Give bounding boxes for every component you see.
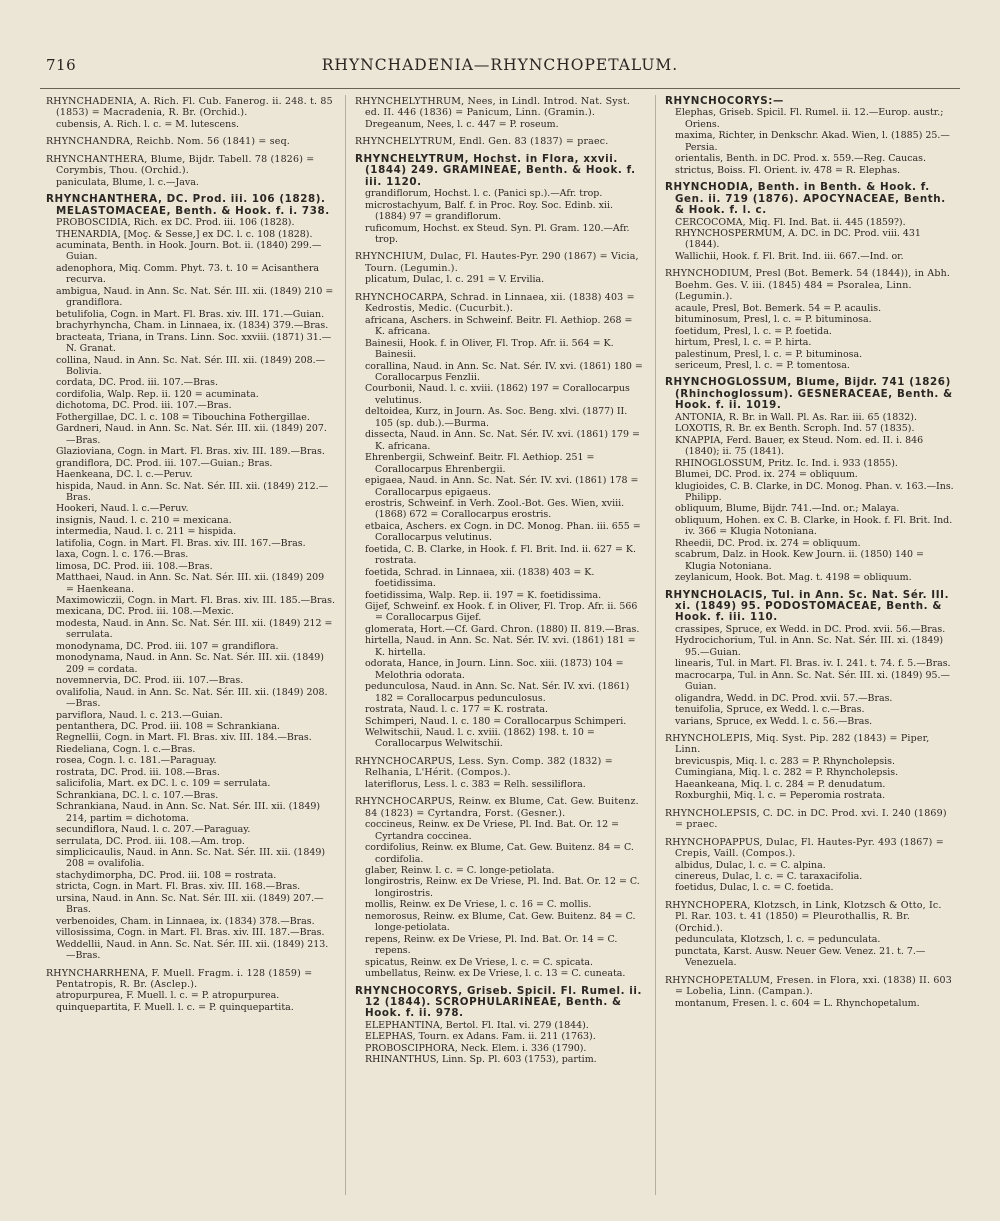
entry-line: Schimperi, Naud. l. c. 180 = Corallocarpus Schimperi. — [365, 715, 627, 727]
entry-line: crassipes, Spruce, ex Wedd. in DC. Prod. xvii. 56.—Bras. — [675, 623, 946, 635]
entry-line: stricta, Cogn. in Mart. Fl. Bras. xiv. III. 168.—Bras. — [56, 881, 301, 893]
entry-line: Hookeri, Naud. l. c.—Peruv. — [56, 503, 189, 515]
entry-heading: RHYNCHOLEPSIS, C. DC. in DC. Prod. xvi. I. 240 (1869) = praec. — [665, 807, 947, 831]
genus-entry — [355, 756, 645, 790]
entry-line: pedunculosa, Naud. in Ann. Sc. Nat. Sér. IV. xvi. (1861) 182 = Corallocarpus pedunculosus. — [365, 681, 630, 704]
entry-line: Haeankeana, Miq. l. c. 284 = P. denudatum. — [675, 778, 886, 790]
column-divider — [345, 95, 346, 1195]
entry-line: parviflora, Naud. l. c. 213.—Guian. — [56, 709, 223, 721]
entry-line: Schrankiana, DC. l. c. 107.—Bras. — [56, 789, 219, 801]
entry-line: ELEPHAS, Tourn. ex Adans. Fam. ii. 211 (1763). — [365, 1031, 596, 1043]
entry-line: brevicuspis, Miq. l. c. 283 = P. Rhyncholepsis. — [675, 755, 895, 767]
entry-line: macrocarpa, Tul. in Ann. Sc. Nat. Sér. III. xi. (1849) 95.—Guian. — [675, 669, 950, 693]
genus-entry — [46, 968, 335, 1014]
genus-entry — [355, 292, 645, 750]
entry-line: acaule, Presl, Bot. Bemerk. 54 = P. acaulis. — [675, 302, 882, 314]
column-2 — [355, 96, 645, 1196]
entry-line: simplicicaulis, Naud. in Ann. Sc. Nat. Sér. III. xii. (1849) 208 = ovalifolia. — [56, 847, 326, 870]
entry-line: betulifolia, Cogn. in Mart. Fl. Bras. xiv. III. 171.—Guian. — [56, 308, 325, 320]
entry-line: zeylanicum, Hook. Bot. Mag. t. 4198 = obliquum. — [675, 572, 912, 584]
entry-line: etbaica, Aschers. ex Cogn. in DC. Monog. Phan. iii. 655 = Corallocarpus velutinus. — [365, 520, 641, 544]
genus-entry — [665, 268, 955, 371]
genus-entry — [665, 900, 955, 969]
genus-entry — [665, 590, 955, 727]
entry-line: limosa, DC. Prod. iii. 108.—Bras. — [56, 560, 213, 572]
genus-entry — [46, 136, 335, 147]
entry-line: palestinum, Presl, l. c. = P. bituminosa. — [675, 348, 863, 360]
genus-entry — [665, 182, 955, 262]
entry-heading: RHYNCHOCORYS:— — [665, 96, 784, 107]
entry-line: adenophora, Miq. Comm. Phyt. 73. t. 10 = Acisanthera recurva. — [56, 262, 320, 286]
column-divider — [655, 95, 656, 1195]
entry-line: Rheedii, DC. Prod. ix. 274 = obliquum. — [675, 537, 861, 549]
genus-entry — [665, 975, 955, 1009]
entry-heading: RHYNCHANDRA, Reichb. Nom. 56 (1841) = seq. — [46, 136, 291, 148]
entry-heading: RHYNCHOPERA, Klotzsch, in Link, Klotzsch & Otto, Ic. Pl. Rar. 103. t. 41 (1850) = Pleurothallis, R. Br. (Orchid.). — [665, 899, 942, 934]
genus-entry — [46, 194, 335, 961]
entry-heading: RHYNCHODIUM, Presl (Bot. Bemerk. 54 (1844)), in Abh. Boehm. Ges. V. iii. (1845) 484 = Psoralea, Linn. (Legumin.). — [665, 268, 951, 303]
entry-line: dichotoma, DC. Prod. iii. 107.—Bras. — [56, 400, 232, 412]
entry-line: Wallichii, Hook. f. Fl. Brit. Ind. iii. 667.—Ind. or. — [675, 250, 904, 262]
entry-line: ambigua, Naud. in Ann. Sc. Nat. Sér. III. xii. (1849) 210 = grandiflora. — [56, 285, 334, 309]
genus-entry — [665, 733, 955, 802]
entry-line: Welwitschii, Naud. l. c. xviii. (1862) 198. t. 10 = Corallocarpus Welwitschii. — [365, 727, 595, 750]
entry-line: CERCOCOMA, Miq. Fl. Ind. Bat. ii. 445 (1859?). — [675, 216, 906, 228]
entry-line: foetidissima, Walp. Rep. ii. 197 = K. foetidissima. — [365, 589, 602, 601]
genus-entry — [665, 808, 955, 831]
entry-heading: RHYNCHOGLOSSUM, Blume, Bijdr. 741 (1826) (Rhinchoglossum). GESNERACEAE, Benth. & Hook. f. ii. 1019. — [665, 376, 953, 412]
entry-heading: RHYNCHELYTHRUM, Nees, in Lindl. Introd. Nat. Syst. ed. II. 446 (1836) = Panicum, Linn. (Gramin.). — [355, 96, 631, 119]
entry-line: THENARDIA, [Moç. & Sesse,] ex DC. l. c. 108 (1828). — [56, 228, 313, 240]
entry-line: nemorosus, Reinw. ex Blume, Cat. Gew. Buitenz. 84 = C. longe-petiolata. — [365, 910, 636, 934]
entry-line: paniculata, Blume, l. c.—Java. — [56, 176, 199, 188]
entry-heading: RHYNCHANTHERA, Blume, Bijdr. Tabell. 78 (1826) = Corymbis, Thou. (Orchid.). — [46, 153, 315, 177]
entry-line: coccineus, Reinw. ex De Vriese, Pl. Ind. Bat. Or. 12 = Cyrtandra coccinea. — [365, 819, 619, 842]
column-1 — [46, 96, 335, 1196]
entry-line: hirtum, Presl, l. c. = P. hirta. — [675, 337, 812, 349]
entry-line: epigaea, Naud. in Ann. Sc. Nat. Sér. IV. xvi. (1861) 178 = Corallocarpus epigaeus. — [365, 475, 639, 498]
genus-entry — [355, 136, 645, 147]
entry-line: Regnellii, Cogn. in Mart. Fl. Bras. xiv. III. 184.—Bras. — [56, 732, 312, 744]
entry-line: collina, Naud. in Ann. Sc. Nat. Sér. III. xii. (1849) 208.—Bolivia. — [56, 354, 326, 377]
entry-line: corallina, Naud. in Ann. Sc. Nat. Sér. IV. xvi. (1861) 180 = Corallocarpus Fenzlii. — [365, 360, 643, 383]
genus-entry — [355, 986, 645, 1066]
entry-line: Riedeliana, Cogn. l. c.—Bras. — [56, 743, 196, 755]
entry-heading: RHYNCHOLEPIS, Miq. Syst. Pip. 282 (1843) = Piper, Linn. — [665, 733, 930, 756]
entry-line: pentanthera, DC. Prod. iii. 108 = Schrankiana. — [56, 721, 280, 733]
entry-line: sericeum, Presl, l. c. = P. tomentosa. — [675, 359, 850, 371]
entry-line: foetidus, Dulac, l. c. = C. foetida. — [675, 882, 834, 894]
entry-line: ANTONIA, R. Br. in Wall. Pl. As. Rar. iii. 65 (1832). — [675, 411, 917, 423]
entry-heading: RHYNCHELYTRUM, Endl. Gen. 83 (1837) = praec. — [355, 136, 609, 148]
entry-line: glaber, Reinw. l. c. = C. longe-petiolata. — [365, 865, 555, 876]
entry-heading: RHYNCHIUM, Dulac, Fl. Hautes-Pyr. 290 (1867) = Vicia, Tourn. (Legumin.). — [355, 251, 639, 274]
entry-line: Schrankiana, Naud. in Ann. Sc. Nat. Sér. III. xii. (1849) 214, partim = dichotoma. — [56, 801, 321, 824]
entry-line: brachyrhyncha, Cham. in Linnaea, ix. (1834) 379.—Bras. — [56, 320, 329, 332]
column-3 — [665, 96, 955, 1196]
entry-line: bracteata, Triana, in Trans. Linn. Soc. xxviii. (1871) 31.—N. Granat. — [56, 331, 332, 355]
entry-heading: RHYNCHADENIA, A. Rich. Fl. Cub. Fanerog. ii. 248. t. 85 (1853) = Macradenia, R. Br. (Orchid.). — [46, 96, 333, 119]
entry-line: punctata, Karst. Ausw. Neuer Gew. Venez. 21. t. 7.—Venezuela. — [675, 945, 926, 969]
entry-line: odorata, Hance, in Journ. Linn. Soc. xiii. (1873) 104 = Melothria odorata. — [365, 658, 624, 681]
genus-entry — [355, 154, 645, 246]
entry-line: umbellatus, Reinw. ex De Vriese, l. c. 13 = C. cuneata. — [365, 968, 626, 980]
entry-line: Fothergillae, DC. l. c. 108 = Tibouchina Fothergillae. — [56, 411, 310, 423]
entry-line: Bainesii, Hook. f. in Oliver, Fl. Trop. Afr. ii. 564 = K. Bainesii. — [365, 337, 614, 361]
entry-heading: RHYNCHANTHERA, DC. Prod. iii. 106 (1828). MELASTOMACEAE, Benth. & Hook. f. i. 738. — [46, 193, 330, 217]
entry-line: Cumingiana, Miq. l. c. 282 = P. Rhyncholepsis. — [675, 767, 899, 779]
entry-line: repens, Reinw. ex De Vriese, Pl. Ind. Bat. Or. 14 = C. repens. — [365, 933, 618, 957]
entry-line: strictus, Boiss. Fl. Orient. iv. 478 = R. Elephas. — [675, 164, 901, 176]
entry-line: Dregeanum, Nees, l. c. 447 = P. roseum. — [365, 118, 559, 130]
entry-line: intermedia, Naud. l. c. 211 = hispida. — [56, 526, 237, 538]
genus-entry — [355, 96, 645, 130]
entry-line: salicifolia, Mart. ex DC. l. c. 109 = serrulata. — [56, 778, 271, 790]
entry-line: grandiflora, DC. Prod. iii. 107.—Guian.; Bras. — [56, 457, 273, 469]
entry-line: serrulata, DC. Prod. iii. 108.—Am. trop. — [56, 835, 245, 847]
genus-entry — [665, 377, 955, 583]
entry-heading: RHYNCHOCARPA, Schrad. in Linnaea, xii. (1838) 403 = Kedrostis, Medic. (Cucurbit.). — [355, 291, 635, 315]
entry-line: quinquepartita, F. Muell. l. c. = P. quinquepartita. — [56, 1001, 294, 1013]
entry-line: Elephas, Griseb. Spicil. Fl. Rumel. ii. 12.—Europ. austr.; Oriens. — [675, 107, 944, 130]
entry-line: Gijef, Schweinf. ex Hook. f. in Oliver, Fl. Trop. Afr. ii. 566 = Corallocarpus Gijef. — [365, 601, 638, 624]
entry-line: obliquum, Hohen. ex C. B. Clarke, in Hook. f. Fl. Brit. Ind. iv. 366 = Klugia Notoniana. — [675, 514, 953, 538]
entry-line: cordata, DC. Prod. iii. 107.—Bras. — [56, 377, 219, 389]
entry-line: hirtella, Naud. in Ann. Sc. Nat. Sér. IV. xvi. (1861) 181 = K. hirtella. — [365, 635, 636, 658]
entry-line: PROBOSCIPHORA, Neck. Elem. i. 336 (1790). — [365, 1042, 587, 1054]
entry-line: cubensis, A. Rich. l. c. = M. lutescens. — [56, 118, 240, 130]
entry-heading: RHYNCHODIA, Benth. in Benth. & Hook. f. Gen. ii. 719 (1876). APOCYNACEAE, Benth. & Hook. f. l. c. — [665, 181, 946, 217]
entry-heading: RHYNCHOPAPPUS, Dulac, Fl. Hautes-Pyr. 493 (1867) = Crepis, Vaill. (Compos.). — [665, 836, 944, 860]
entry-line: Ehrenbergii, Schweinf. Beitr. Fl. Aethiop. 251 = Corallocarpus Ehrenbergii. — [365, 452, 595, 475]
entry-line: laxa, Cogn. l. c. 176.—Bras. — [56, 549, 189, 561]
entry-line: Hydrocichorium, Tul. in Ann. Sc. Nat. Sér. III. xi. (1849) 95.—Guian. — [675, 635, 944, 658]
entry-line: africana, Aschers. in Schweinf. Beitr. Fl. Aethiop. 268 = K. africana. — [365, 314, 633, 338]
entry-line: ELEPHANTINA, Bertol. Fl. Ital. vi. 279 (1844). — [365, 1019, 589, 1031]
page-header — [40, 56, 960, 80]
header-rule — [40, 88, 960, 89]
entry-line: lateriflorus, Less. l. c. 383 = Relh. sessiliflora. — [365, 778, 586, 790]
entry-line: varians, Spruce, ex Wedd. l. c. 56.—Bras. — [675, 715, 873, 727]
entry-line: pedunculata, Klotzsch, l. c. = pedunculata. — [675, 934, 881, 946]
entry-line: klugioides, C. B. Clarke, in DC. Monog. Phan. v. 163.—Ins. Philipp. — [675, 480, 954, 503]
entry-line: atropurpurea, F. Muell. l. c. = P. atropurpurea. — [56, 990, 280, 1002]
entry-line: scabrum, Dalz. in Hook. Kew Journ. ii. (1850) 140 = Klugia Notoniana. — [675, 549, 924, 572]
entry-line: grandiflorum, Hochst. l. c. (Panici sp.).—Afr. trop. — [365, 188, 603, 200]
entry-line: modesta, Naud. in Ann. Sc. Nat. Sér. III. xii. (1849) 212 = serrulata. — [56, 617, 333, 641]
entry-line: mollis, Reinw. ex De Vriese, l. c. 16 = C. mollis. — [365, 899, 592, 911]
entry-line: RHINANTHUS, Linn. Sp. Pl. 603 (1753), partim. — [365, 1054, 597, 1066]
genus-entry — [46, 154, 335, 188]
entry-line: obliquum, Blume, Bijdr. 741.—Ind. or.; Malaya. — [675, 503, 900, 515]
genus-entry — [46, 96, 335, 130]
entry-line: bituminosum, Presl, l. c. = P. bituminosa. — [675, 314, 872, 326]
entry-line: novemnervia, DC. Prod. iii. 107.—Bras. — [56, 675, 244, 687]
entry-line: Gardneri, Naud. in Ann. Sc. Nat. Sér. III. xii. (1849) 207.—Bras. — [56, 423, 327, 446]
entry-line: ursina, Naud. in Ann. Sc. Nat. Sér. III. xii. (1849) 207.—Bras. — [56, 892, 324, 916]
running-head: RHYNCHADENIA—RHYNCHOPETALUM. — [321, 56, 679, 74]
entry-line: Glazioviana, Cogn. in Mart. Fl. Bras. xiv. III. 189.—Bras. — [56, 446, 325, 458]
entry-line: RHINOGLOSSUM, Pritz. Ic. Ind. i. 933 (1855). — [675, 457, 898, 469]
entry-heading: RHYNCHOCARPUS, Less. Syn. Comp. 382 (1832) = Relhania, L'Hérit. (Compos.). — [355, 755, 613, 779]
entry-heading: RHYNCHELYTRUM, Hochst. in Flora, xxvii. (1844) 249. GRAMINEAE, Benth. & Hook. f. iii. 1120. — [355, 152, 636, 188]
entry-line: deltoidea, Kurz, in Journ. As. Soc. Beng. xlvi. (1877) II. 105 (sp. dub.).—Burma. — [365, 406, 628, 429]
page-number: 716 — [46, 56, 77, 74]
entry-line: latifolia, Cogn. in Mart. Fl. Bras. xiv. III. 167.—Bras. — [56, 537, 306, 549]
entry-line: cordifolius, Reinw. ex Blume, Cat. Gew. Buitenz. 84 = C. cordifolia. — [365, 842, 634, 865]
entry-line: monodynama, Naud. in Ann. Sc. Nat. Sér. III. xii. (1849) 209 = cordata. — [56, 652, 324, 675]
entry-line: Haenkeana, DC. l. c.—Peruv. — [56, 469, 193, 481]
entry-line: foetidum, Presl, l. c. = P. foetida. — [675, 325, 832, 337]
entry-line: acuminata, Benth. in Hook. Journ. Bot. ii. (1840) 299.—Guian. — [56, 239, 322, 263]
entry-line: Maximowiczii, Cogn. in Mart. Fl. Bras. xiv. III. 185.—Bras. — [56, 595, 335, 607]
entry-line: ovalifolia, Naud. in Ann. Sc. Nat. Sér. III. xii. (1849) 208.—Bras. — [56, 686, 328, 710]
entry-line: monodynama, DC. Prod. iii. 107 = grandiflora. — [56, 640, 279, 652]
entry-line: longirostris, Reinw. ex De Vriese, Pl. Ind. Bat. Or. 12 = C. longirostris. — [365, 876, 640, 899]
entry-line: hispida, Naud. in Ann. Sc. Nat. Sér. III. xii. (1849) 212.—Bras. — [56, 480, 329, 503]
genus-entry — [665, 837, 955, 894]
entry-line: maxima, Richter, in Denkschr. Akad. Wien, l. (1885) 25.—Persia. — [675, 130, 950, 153]
genus-entry — [665, 96, 955, 176]
entry-line: oligandra, Wedd. in DC. Prod. xvii. 57.—Bras. — [675, 692, 893, 704]
entry-line: Matthaei, Naud. in Ann. Sc. Nat. Sér. III. xii. (1849) 209 = Haenkeana. — [56, 572, 325, 595]
entry-line: rosea, Cogn. l. c. 181.—Paraguay. — [56, 755, 217, 767]
entry-line: RHYNCHOSPERMUM, A. DC. in DC. Prod. viii. 431 (1844). — [675, 227, 921, 251]
entry-line: stachydimorpha, DC. Prod. iii. 108 = rostrata. — [56, 869, 277, 881]
entry-line: insignis, Naud. l. c. 210 = mexicana. — [56, 514, 232, 526]
entry-line: mexicana, DC. Prod. iii. 108.—Mexic. — [56, 606, 234, 618]
entry-line: spicatus, Reinw. ex De Vriese, l. c. = C. spicata. — [365, 956, 594, 968]
entry-heading: RHYNCHOPETALUM, Fresen. in Flora, xxi. (1838) II. 603 = Lobelia, Linn. (Campan.). — [665, 974, 952, 998]
entry-line: cordifolia, Walp. Rep. ii. 120 = acuminata. — [56, 388, 259, 400]
entry-line: glomerata, Hort.—Cf. Gard. Chron. (1880) II. 819.—Bras. — [365, 623, 640, 635]
entry-line: KNAPPIA, Ferd. Bauer, ex Steud. Nom. ed. II. i. 846 (1840); ii. 75 (1841). — [675, 434, 924, 458]
entry-heading: RHYNCHOCARPUS, Reinw. ex Blume, Cat. Gew. Buitenz. 84 (1823) = Cyrtandra, Forst. (Gesner.). — [355, 796, 639, 819]
entry-line: secundiflora, Naud. l. c. 207.—Paraguay. — [56, 824, 251, 836]
entry-line: rostrata, Naud. l. c. 177 = K. rostrata. — [365, 704, 549, 716]
entry-line: dissecta, Naud. in Ann. Sc. Nat. Sér. IV. xvi. (1861) 179 = K. africana. — [365, 429, 640, 452]
entry-line: foetida, C. B. Clarke, in Hook. f. Fl. Brit. Ind. ii. 627 = K. rostrata. — [365, 543, 636, 567]
entry-line: Weddellii, Naud. in Ann. Sc. Nat. Sér. III. xii. (1849) 213.—Bras. — [56, 938, 329, 962]
entry-line: villosissima, Cogn. in Mart. Fl. Bras. xiv. III. 187.—Bras. — [56, 927, 325, 939]
entry-line: orientalis, Benth. in DC. Prod. x. 559.—Reg. Caucas. — [675, 153, 926, 165]
entry-line: microstachyum, Balf. f. in Proc. Roy. Soc. Edinb. xii. (1884) 97 = grandiflorum. — [365, 199, 613, 223]
entry-line: montanum, Fresen. l. c. 604 = L. Rhynchopetalum. — [675, 997, 920, 1009]
entry-line: verbenoides, Cham. in Linnaea, ix. (1834) 378.—Bras. — [56, 915, 315, 927]
entry-line: PROBOSCIDIA, Rich. ex DC. Prod. iii. 106 (1828). — [56, 217, 295, 229]
entry-line: linearis, Tul. in Mart. Fl. Bras. iv. I. 241. t. 74. f. 5.—Bras. — [675, 658, 951, 670]
entry-line: tenuifolia, Spruce, ex Wedd. l. c.—Bras. — [675, 704, 865, 716]
genus-entry — [355, 251, 645, 285]
entry-heading: RHYNCHOCORYS, Griseb. Spicil. Fl. Rumel. ii. 12 (1844). SCROPHULARINEAE, Benth. & Hook. f. ii. 978. — [355, 984, 643, 1020]
entry-line: albidus, Dulac, l. c. = C. alpina. — [675, 859, 826, 871]
entry-line: Roxburghii, Miq. l. c. = Peperomia rostrata. — [675, 790, 886, 802]
entry-line: foetida, Schrad. in Linnaea, xii. (1838) 403 = K. foetidissima. — [365, 566, 595, 590]
entry-line: ruficomum, Hochst. ex Steud. Syn. Pl. Gram. 120.—Afr. trop. — [365, 222, 630, 245]
entry-line: LOXOTIS, R. Br. ex Benth. Scroph. Ind. 57 (1835). — [675, 423, 915, 435]
entry-line: cinereus, Dulac, l. c. = C. taraxacifolia. — [675, 871, 863, 882]
entry-line: Blumei, DC. Prod. ix. 274 = obliquum. — [675, 469, 858, 481]
genus-entry — [355, 796, 645, 979]
entry-line: plicatum, Dulac, l. c. 291 = V. Ervilia. — [365, 274, 545, 286]
entry-line: Courbonii, Naud. l. c. xviii. (1862) 197 = Corallocarpus velutinus. — [365, 383, 630, 406]
entry-heading: RHYNCHARRHENA, F. Muell. Fragm. i. 128 (1859) = Pentatropis, R. Br. (Asclep.). — [46, 967, 313, 990]
entry-heading: RHYNCHOLACIS, Tul. in Ann. Sc. Nat. Sér. III. xi. (1849) 95. PODOSTOMACEAE, Benth. & Hook. f. iii. 110. — [665, 588, 950, 624]
entry-line: erostris, Schweinf. in Verh. Zool.-Bot. Ges. Wien, xviii. (1868) 672 = Corallocarpus erostris. — [365, 497, 625, 521]
entry-line: rostrata, DC. Prod. iii. 108.—Bras. — [56, 766, 220, 778]
